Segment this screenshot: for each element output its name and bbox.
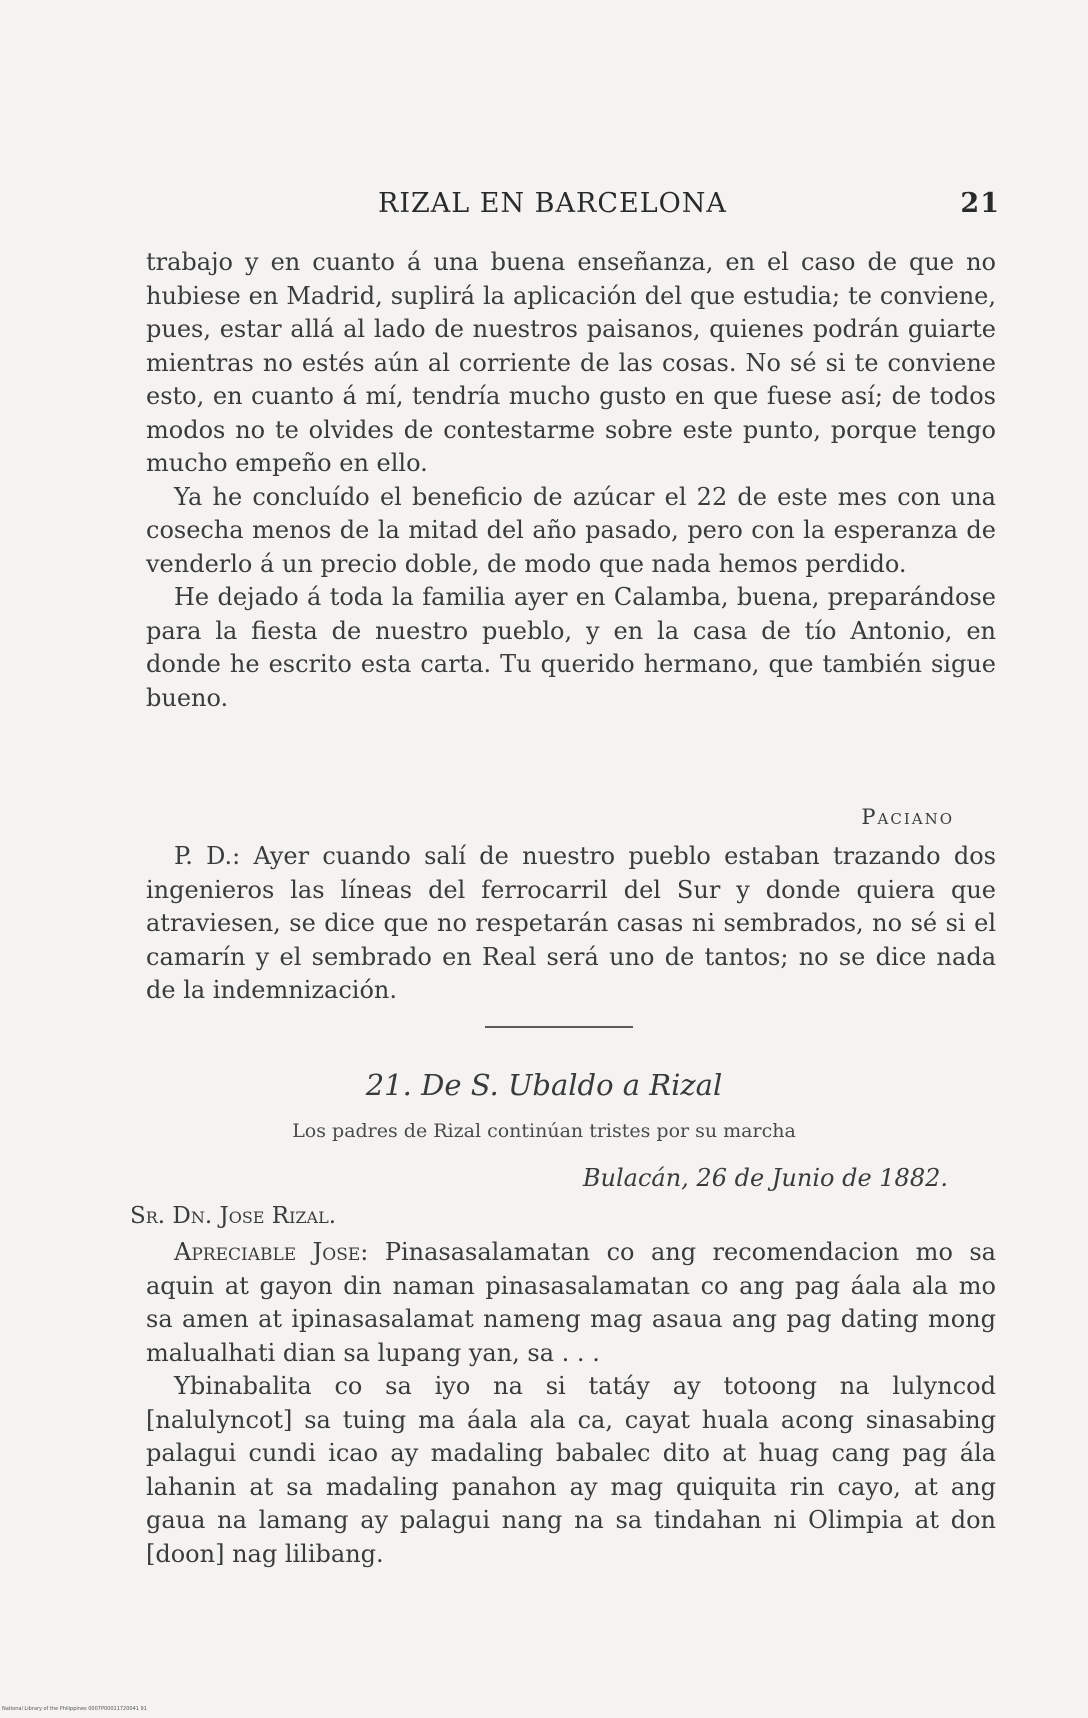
paragraph-text: Pinasasalamatan co ang recomendacion mo sa aquin at gayon din naman pinasasalamatan co ang pag áala ala mo sa amen at ipinasasalamat nameng mag asaua ang pag dating mong malualhati dian sa lupang yan, sa . . .	[146, 1238, 996, 1367]
page-number: 21	[960, 188, 1000, 219]
running-title: RIZAL EN BARCELONA	[378, 188, 727, 219]
letter-title: 21. De S. Ubaldo a Rizal	[365, 1068, 723, 1102]
addressee: Sr. Dn. Jose Rizal.	[130, 1203, 337, 1229]
letter-body-continued	[146, 246, 996, 715]
salutation: Apreciable Jose:	[174, 1238, 369, 1266]
paragraph: Ybinabalita co sa iyo na si tatáy ay totoong na lulуncod [nalulуncot] sa tuing ma áala ala ca, cayat huala acong sinasabing palagui cundi icao ay madaling babalec dito at huag cang pag ála lahanin at sa madaling panahon ay mag quiquita rin cayo, at ang gaua na lamang ay palagui nang na sa tindahan ni Olimpia at don [doon] nag lilibang.	[146, 1372, 996, 1568]
paragraph: He dejado á toda la familia ayer en Calamba, buena, preparándose para la fiesta de nuestro pueblo, y en la casa de tío Antonio, en donde he escrito esta carta. Tu querido hermano, que también sigue bueno.	[146, 583, 996, 712]
postscript: P. D.: Ayer cuando salí de nuestro pueblo estaban trazando dos ingenieros las líneas del ferrocarril del Sur y donde quiera que atraviesen, se dice que no respetarán casas ni sembrados, no sé si el camarín y el sembrado en Real será uno de tantos; no se dice nada de la indemnización.	[146, 842, 996, 1004]
letter-body	[146, 1236, 996, 1571]
paragraph: trabajo y en cuanto á una buena enseñanza, en el caso de que no hubiese en Madrid, suplirá la aplicación del que estudia; te conviene, pues, estar allá al lado de nuestros paisanos, quienes podrán guiarte mientras no estés aún al corriente de las cosas. No sé si te conviene esto, en cuanto á mí, tendría mucho gusto en que fuese así; de todos modos no te olvides de contestarme sobre este punto, porque tengo mucho empeño en ello.	[146, 248, 996, 477]
letter-subtitle: Los padres de Rizal continúan tristes por su marcha	[292, 1120, 796, 1142]
paragraph: Ya he concluído el beneficio de azúcar el 22 de este mes con una cosecha menos de la mitad del año pasado, pero con la esperanza de venderlo á un precio doble, de modo que nada hemos perdido.	[146, 482, 996, 578]
section-divider	[485, 1026, 633, 1028]
scan-footer: National Library of the Philippines 0007P00011720041 91	[2, 1706, 147, 1712]
signature: Paciano	[861, 805, 954, 829]
paragraph	[146, 1236, 996, 1370]
place-date: Bulacán, 26 de Junio de 1882.	[582, 1164, 948, 1192]
postscript-block	[146, 840, 996, 1008]
